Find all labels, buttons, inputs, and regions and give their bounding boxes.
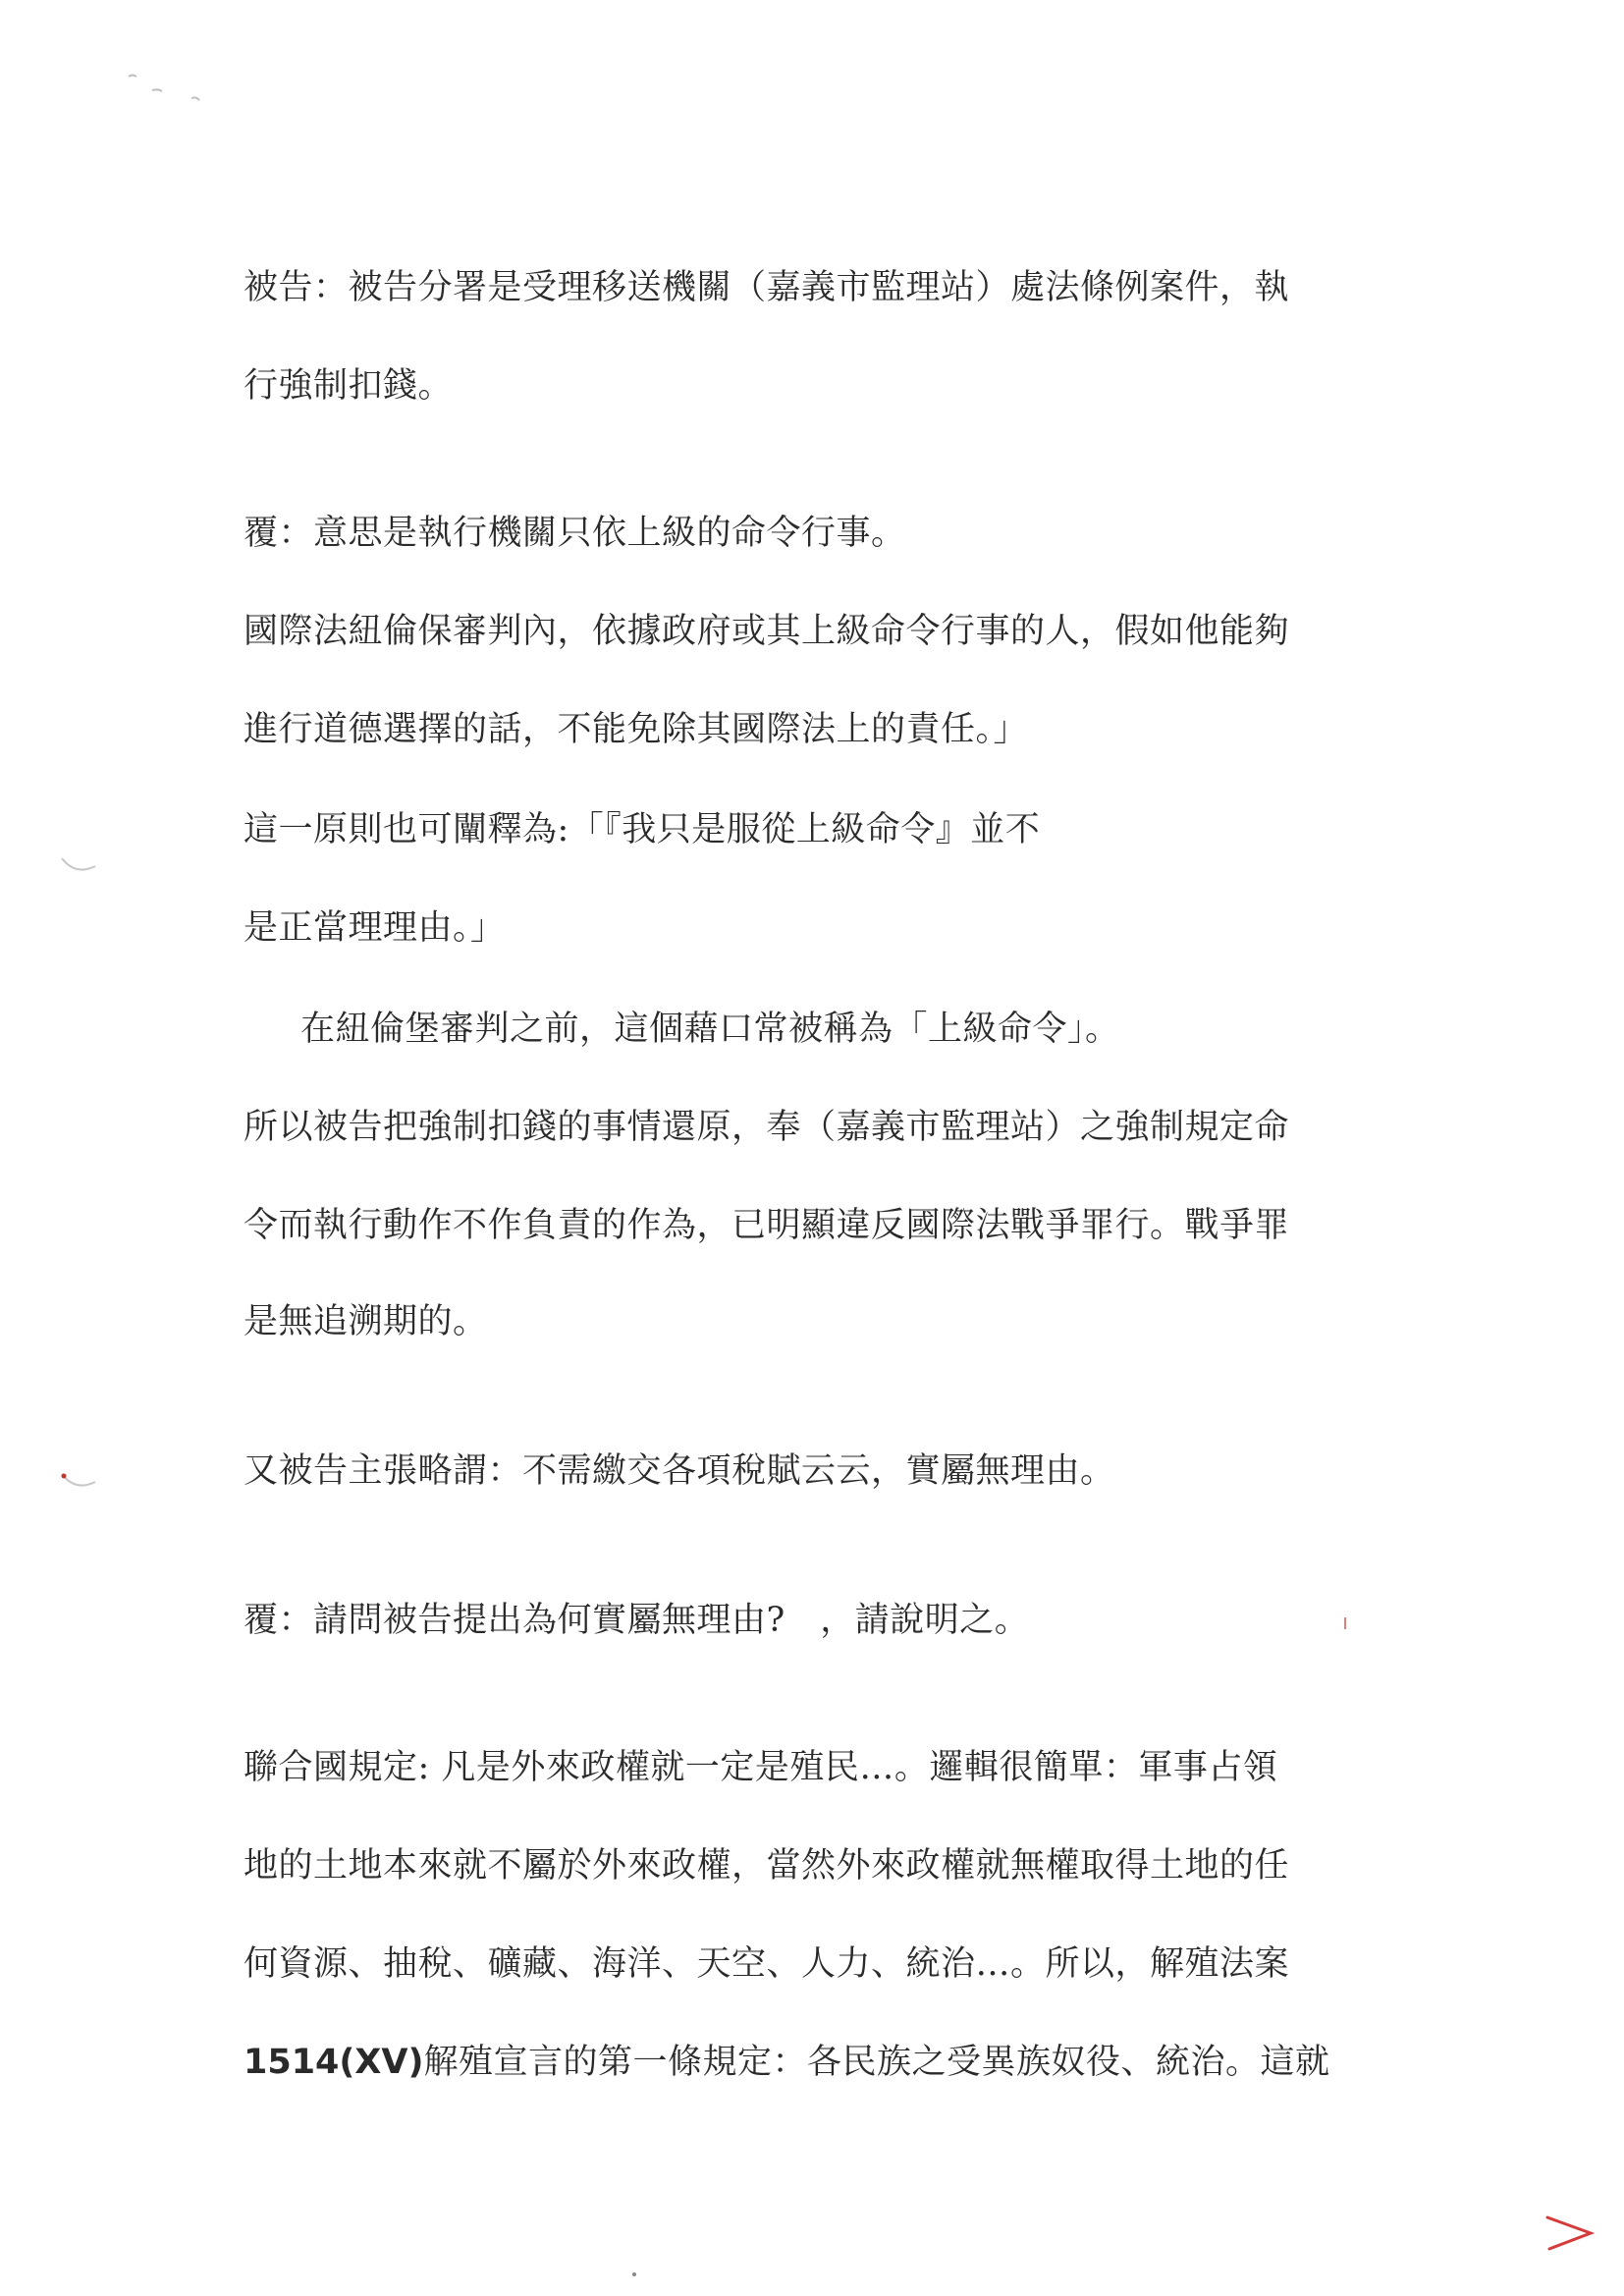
red-tick — [1340, 1615, 1350, 1635]
text-line-5: 進行道德選擇的話，不能免除其國際法上的責任。」 — [244, 710, 1029, 749]
text-line-11: 是無追溯期的。 — [244, 1302, 488, 1341]
text-line-4: 國際法紐倫保審判內，依據政府或其上級命令行事的人，假如他能夠 — [244, 612, 1290, 651]
text-line-15: 地的土地本來就不屬於外來政權，當然外來政權就無權取得土地的任 — [244, 1846, 1290, 1886]
text-line-2: 行強制扣錢。 — [244, 366, 454, 406]
text-line-12: 又被告主張略謂：不需繳交各項稅賦云云，實屬無理由。 — [244, 1451, 1115, 1491]
text-line-6: 這一原則也可闡釋為:「『我只是服從上級命令』並不 — [244, 810, 1041, 849]
scan-dot — [628, 2269, 640, 2280]
text-line-1: 被告：被告分署是受理移送機關（嘉義市監理站）處法條例案件，執 — [244, 268, 1290, 307]
text-line-13: 覆：請問被告提出為何實屬無理由? ，請說明之。 — [244, 1601, 1030, 1640]
text-line-7: 是正當理理由。」 — [244, 908, 506, 948]
text-line-8: 在紐倫堡審判之前，這個藉口常被稱為「上級命令」。 — [300, 1010, 1120, 1049]
text-line-16: 何資源、抽稅、礦藏、海洋、天空、人力、統治…。所以，解殖法案 — [244, 1944, 1290, 1984]
resolution-number: 1514(XV) — [244, 2043, 424, 2082]
text-line-10: 令而執行動作不作負責的作為，已明顯違反國際法戰爭罪行。戰爭罪 — [244, 1206, 1290, 1245]
text-line-9: 所以被告把強制扣錢的事情還原，奉（嘉義市監理站）之強制規定命 — [244, 1108, 1290, 1147]
scan-smudge — [123, 69, 211, 118]
red-pen-mark — [1542, 2210, 1600, 2259]
scan-mark — [54, 852, 103, 882]
text-line-17 — [244, 2040, 1330, 2085]
text-line-3: 覆：意思是執行機關只依上級的命令行事。 — [244, 514, 906, 553]
text-line-14: 聯合國規定: 凡是外來政權就一定是殖民…。邏輯很簡單：軍事占領 — [244, 1748, 1278, 1787]
red-dot — [59, 1471, 69, 1481]
text-line-17-rest: 解殖宣言的第一條規定：各民族之受異族奴役、統治。這就 — [423, 2043, 1330, 2082]
